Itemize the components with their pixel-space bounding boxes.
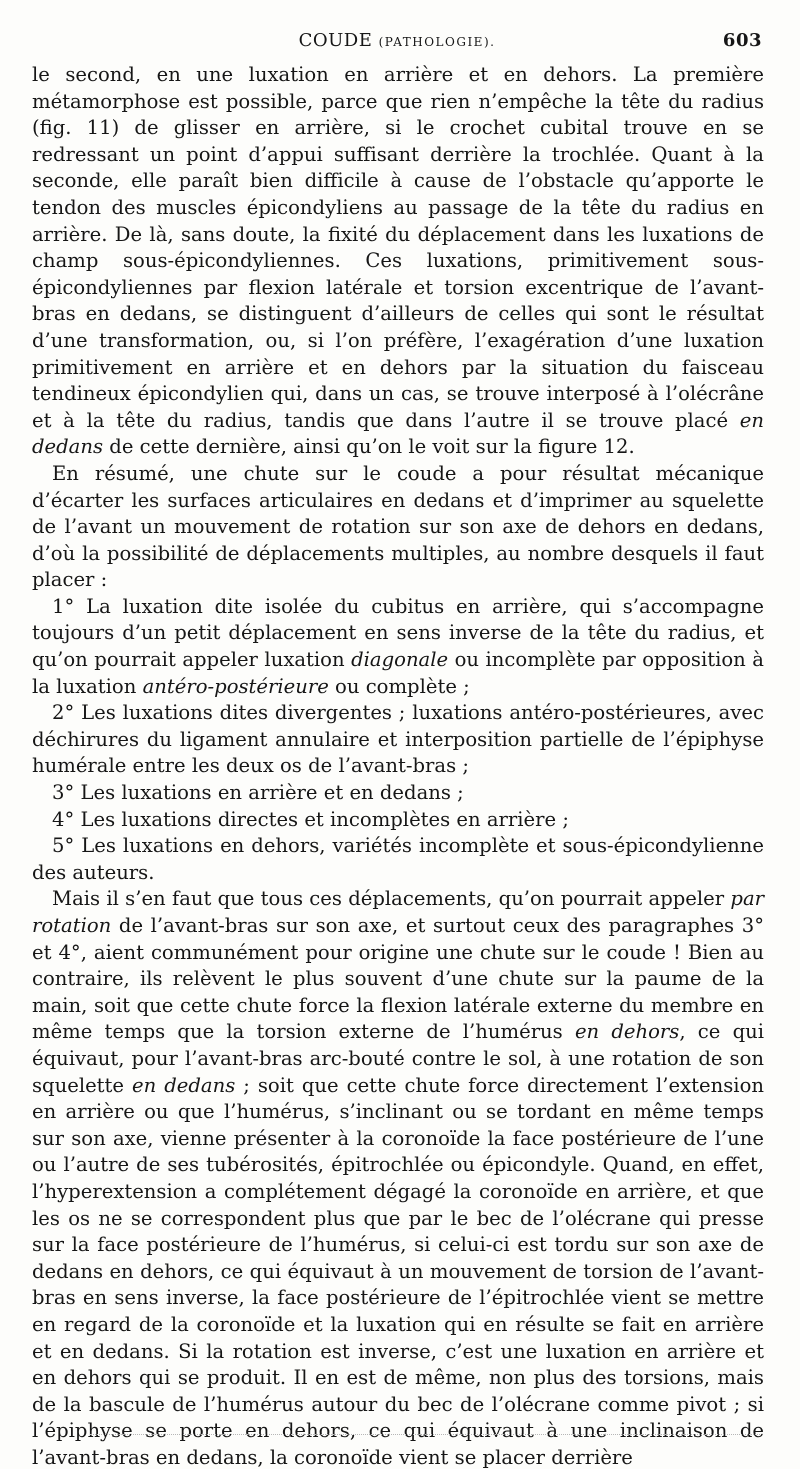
paragraph: [32, 807, 764, 834]
header-title-sub: (PATHOLOGIE).: [378, 35, 496, 49]
text-run: ; soit que cette chute force directement l’extension en arrière ou que l’humérus, s’inclinant ou se tordant en même temps sur son axe, vienne présenter à la coronoïde la face postérieure de l’une ou l’autre de ses tubérosités, épitrochlée ou épicondyle. Quand, en effet, l’hyperextension a complétement dégagé la coronoïde en arrière, et que les os ne se correspondent plus que par le bec de l’olécrane qui presse sur la face postérieure de l’humérus, si celui-ci est tordu sur son axe de dedans en dehors, ce qui équivaut à un mouvement de torsion de l’avant-bras en sens inverse, la face postérieure de l’épitrochlée vient se mettre en regard de la coronoïde et la luxation qui en résulte se fait en arrière et en dedans. Si la rotation est inverse, c’est une luxation en arrière et en dehors qui se produit. Il en est de même, non plus des torsions, mais de la bascule de l’humérus autour du bec de l’olécrane comme pivot ; si l’épiphyse se porte en dehors, ce qui équivaut à une inclinaison de l’avant-bras en dedans, la coronoïde vient se placer derrière: [32, 1073, 764, 1469]
paragraph: [32, 461, 764, 594]
text-run: 3° Les luxations en arrière et en dedans ;: [52, 781, 464, 805]
paragraph: [32, 833, 764, 886]
text-run: le second, en une luxation en arrière et en dehors. La première métamorphose est possible, parce que rien n’empêche la tête du radius (fig. 11) de glisser en arrière, si le crochet cubital trouve en se redressant un point d’appui suffisant derrière la trochlée. Quant à la seconde, elle paraît bien difficile à cause de l’obstacle qu’apporte le tendon des muscles épicondyliens au passage de la tête du radius en arrière. De là, sans doute, la fixité du déplacement dans les luxations de champ sous-épicondyliennes. Ces luxations, primitivement sous-épicondyliennes par flexion latérale et torsion excentrique de l’avant-bras en dedans, se distinguent d’ailleurs de celles qui sont le résultat d’une transformation, ou, si l’on préfère, l’exagération d’une luxation primitivement en arrière et en dehors par la situation du faisceau tendineux épicondylien qui, dans un cas, se trouve interposé à l’olécrâne et à la tête du radius, tandis que dans l’autre il se trouve placé: [32, 63, 764, 432]
running-header: [32, 30, 762, 56]
header-title-main: COUDE: [298, 30, 373, 51]
text-run: ou incomplète par opposition à la luxation: [32, 648, 764, 698]
text-run: de l’avant-bras sur son axe, et surtout ceux des paragraphes 3° et 4°, aient communément pour origine une chute sur le coude ! Bien au contraire, ils relèvent le plus souvent d’une chute sur la paume de la main, soit que cette chute force la flexion latérale externe du membre en même temps que la torsion externe de l’humérus: [32, 914, 764, 1044]
text-run: , ce qui équivaut, pour l’avant-bras arc-bouté contre le sol, à une rotation de son squelette: [32, 1020, 765, 1097]
italic-text: en dedans: [132, 1073, 236, 1097]
text-run: En résumé, une chute sur le coude a pour résultat mécanique d’écarter les surfaces articulaires en dedans et d’imprimer au squelette de l’avant un mouvement de rotation sur son axe de dehors en dedans, d’où la possibilité de déplacements multiples, au nombre desquels il faut placer :: [32, 461, 764, 592]
paragraph: [32, 780, 764, 807]
paragraph: [32, 62, 764, 461]
body-text: [32, 62, 764, 1471]
text-run: 1° La luxation dite isolée du cubitus en arrière, qui s’accompagne toujours d’un petit déplacement en sens inverse de la tête du radius, et qu’on pourrait appeler luxation: [32, 594, 764, 672]
page-number: 603: [722, 30, 762, 51]
text-run: ou complète ;: [328, 674, 470, 698]
text-run: de cette dernière, ainsi qu’on le voit sur la figure 12.: [103, 435, 635, 459]
italic-text: en dehors: [574, 1020, 680, 1044]
text-run: 2° Les luxations dites divergentes ; luxations antéro-postérieures, avec déchirures du ligament annulaire et interposition partielle de l’épiphyse humérale entre les deux os de l’avant-bras ;: [32, 701, 764, 778]
text-run: 5° Les luxations en dehors, variétés incomplète et sous-épicondylienne des auteurs.: [32, 834, 764, 884]
paragraph: [32, 594, 764, 700]
header-title: [32, 30, 762, 51]
italic-text: en dedans: [32, 408, 764, 459]
bottom-margin-specks: [90, 1434, 760, 1436]
italic-text: antéro-postérieure: [142, 674, 329, 698]
italic-text: par rotation: [32, 887, 764, 937]
text-run: Mais il s’en faut que tous ces déplacements, qu’on pourrait appeler: [52, 887, 731, 911]
italic-text: diagonale: [351, 648, 449, 672]
text-run: 4° Les luxations directes et incomplètes en arrière ;: [52, 807, 569, 831]
paragraph: [32, 700, 764, 780]
paragraph: [32, 886, 764, 1471]
